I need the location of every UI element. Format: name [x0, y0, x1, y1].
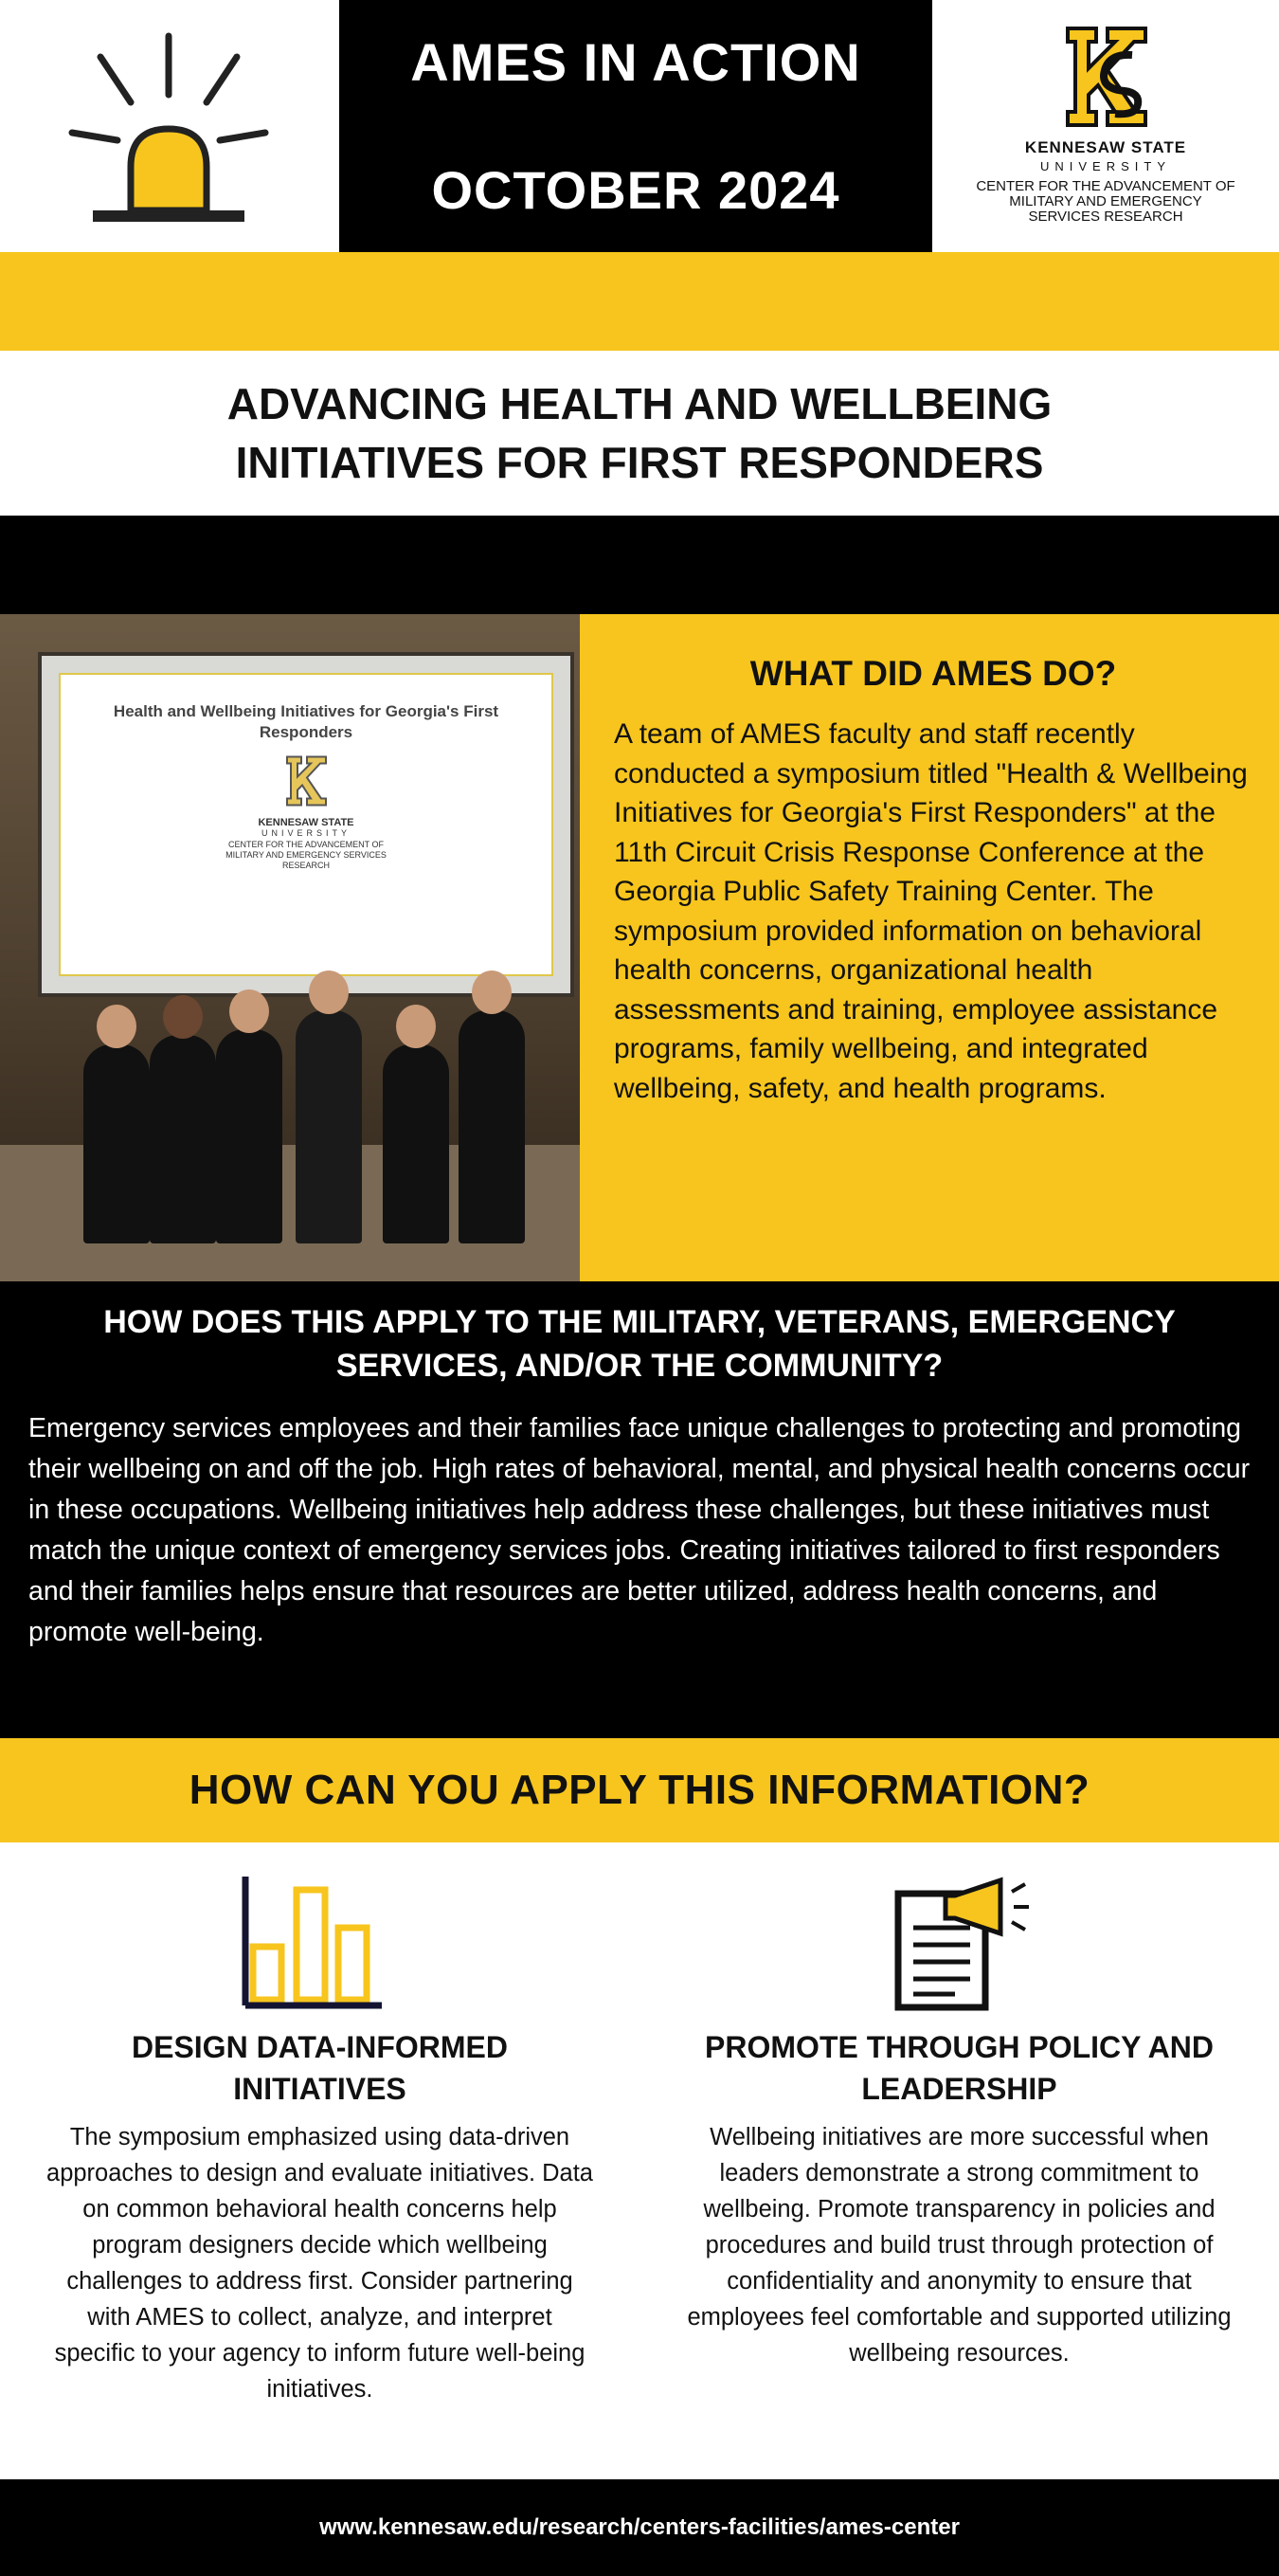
megaphone-document-icon — [879, 1871, 1040, 2013]
slide-title: Health and Wellbeing Initiatives for Georgia's First Responders — [113, 702, 499, 741]
symposium-photo — [0, 614, 580, 1281]
siren-icon — [0, 0, 339, 252]
how-title: HOW CAN YOU APPLY THIS INFORMATION? — [189, 1767, 1090, 1813]
person — [150, 1035, 216, 1243]
column-text: The symposium emphasized using data-driven approaches to design and evaluate initiatives. Data on common behavioral health concerns help program designers decide which wellbeing challenges to address first. Consider partnering with AMES to collect, analyze, and interpret specific to your agency to inform future well-being initiatives. — [46, 2124, 593, 2403]
slide-center-name: CENTER FOR THE ADVANCEMENT OF MILITARY AND EMERGENCY SERVICES RESEARCH — [225, 840, 387, 870]
slide-ksu-icon — [278, 753, 334, 809]
black-divider — [0, 516, 1279, 614]
newsletter-title: AMES IN ACTION — [410, 32, 861, 92]
ames-center-link[interactable]: www.kennesaw.edu/research/centers-facilities/ames-center — [319, 2514, 960, 2540]
what-title: WHAT DID AMES DO? — [749, 654, 1117, 693]
column-title: PROMOTE THROUGH POLICY AND LEADERSHIP — [705, 2030, 1214, 2106]
screen-slide — [59, 673, 553, 976]
footer — [0, 2479, 1279, 2576]
person — [383, 1044, 449, 1243]
center-name: CENTER FOR THE ADVANCEMENT OF MILITARY AND EMERGENCY SERVICES RESEARCH — [976, 178, 1235, 225]
header — [0, 0, 1279, 252]
column-policy-leadership — [640, 1871, 1279, 2479]
ksu-monogram-icon — [1049, 21, 1162, 133]
column-title: DESIGN DATA-INFORMED INITIATIVES — [131, 2030, 508, 2106]
what-text: A team of AMES faculty and staff recently conducted a symposium titled "Health & Wellbeing Initiatives for Georgia's First Responders" at the 11th Circuit Crisis Response Conference at the Georgia Public Safety Training Center. The symposium provided information on behavioral health concerns, organizational health assessments and training, employee assistance programs, family wellbeing, and integrated wellbeing, safety, and health programs. — [614, 718, 1248, 1104]
person — [216, 1029, 282, 1243]
how-banner — [0, 1738, 1279, 1842]
person — [296, 1010, 362, 1243]
projection-screen — [38, 652, 574, 997]
header-title-block — [339, 0, 932, 252]
headline-section — [0, 351, 1279, 516]
applies-title: HOW DOES THIS APPLY TO THE MILITARY, VETERANS, EMERGENCY SERVICES, AND/OR THE COMMUNITY? — [103, 1304, 1176, 1384]
newsletter-date: OCTOBER 2024 — [431, 160, 840, 220]
university-word: UNIVERSITY — [1039, 159, 1171, 173]
applies-section — [0, 1281, 1279, 1738]
ksu-logo — [932, 0, 1279, 252]
column-text: Wellbeing initiatives are more successful when leaders demonstrate a strong commitment to wellbeing. Promote transparency in policies and procedures and build trust through protection of confidentiality and anonymity to ensure that employees feel comfortable and supported utilizing wellbeing resources. — [687, 2124, 1232, 2367]
what-section — [0, 614, 1279, 1281]
slide-university-name: KENNESAW STATE — [258, 817, 354, 828]
headline: ADVANCING HEALTH AND WELLBEING INITIATIVES FOR FIRST RESPONDERS — [226, 379, 1053, 487]
applies-text: Emergency services employees and their families face unique challenges to protecting and promoting their wellbeing on and off the job. High rates of behavioral, mental, and physical health concerns occur in these occupations. Wellbeing initiatives help address these challenges, but these initiatives must match the unique context of emergency services jobs. Creating initiatives tailored to first responders and their families helps ensure that resources are better utilized, address health concerns, and promote well-being. — [28, 1413, 1251, 1647]
how-columns — [0, 1842, 1279, 2479]
bar-chart-icon — [240, 1871, 401, 2013]
person — [83, 1044, 150, 1243]
column-data-informed — [0, 1871, 640, 2479]
siren-logo — [0, 0, 339, 252]
slide-university-word: UNIVERSITY — [261, 828, 351, 838]
yellow-divider — [0, 252, 1279, 351]
what-info-panel — [580, 614, 1279, 1281]
university-name: KENNESAW STATE — [1024, 138, 1187, 156]
person — [459, 1010, 525, 1243]
